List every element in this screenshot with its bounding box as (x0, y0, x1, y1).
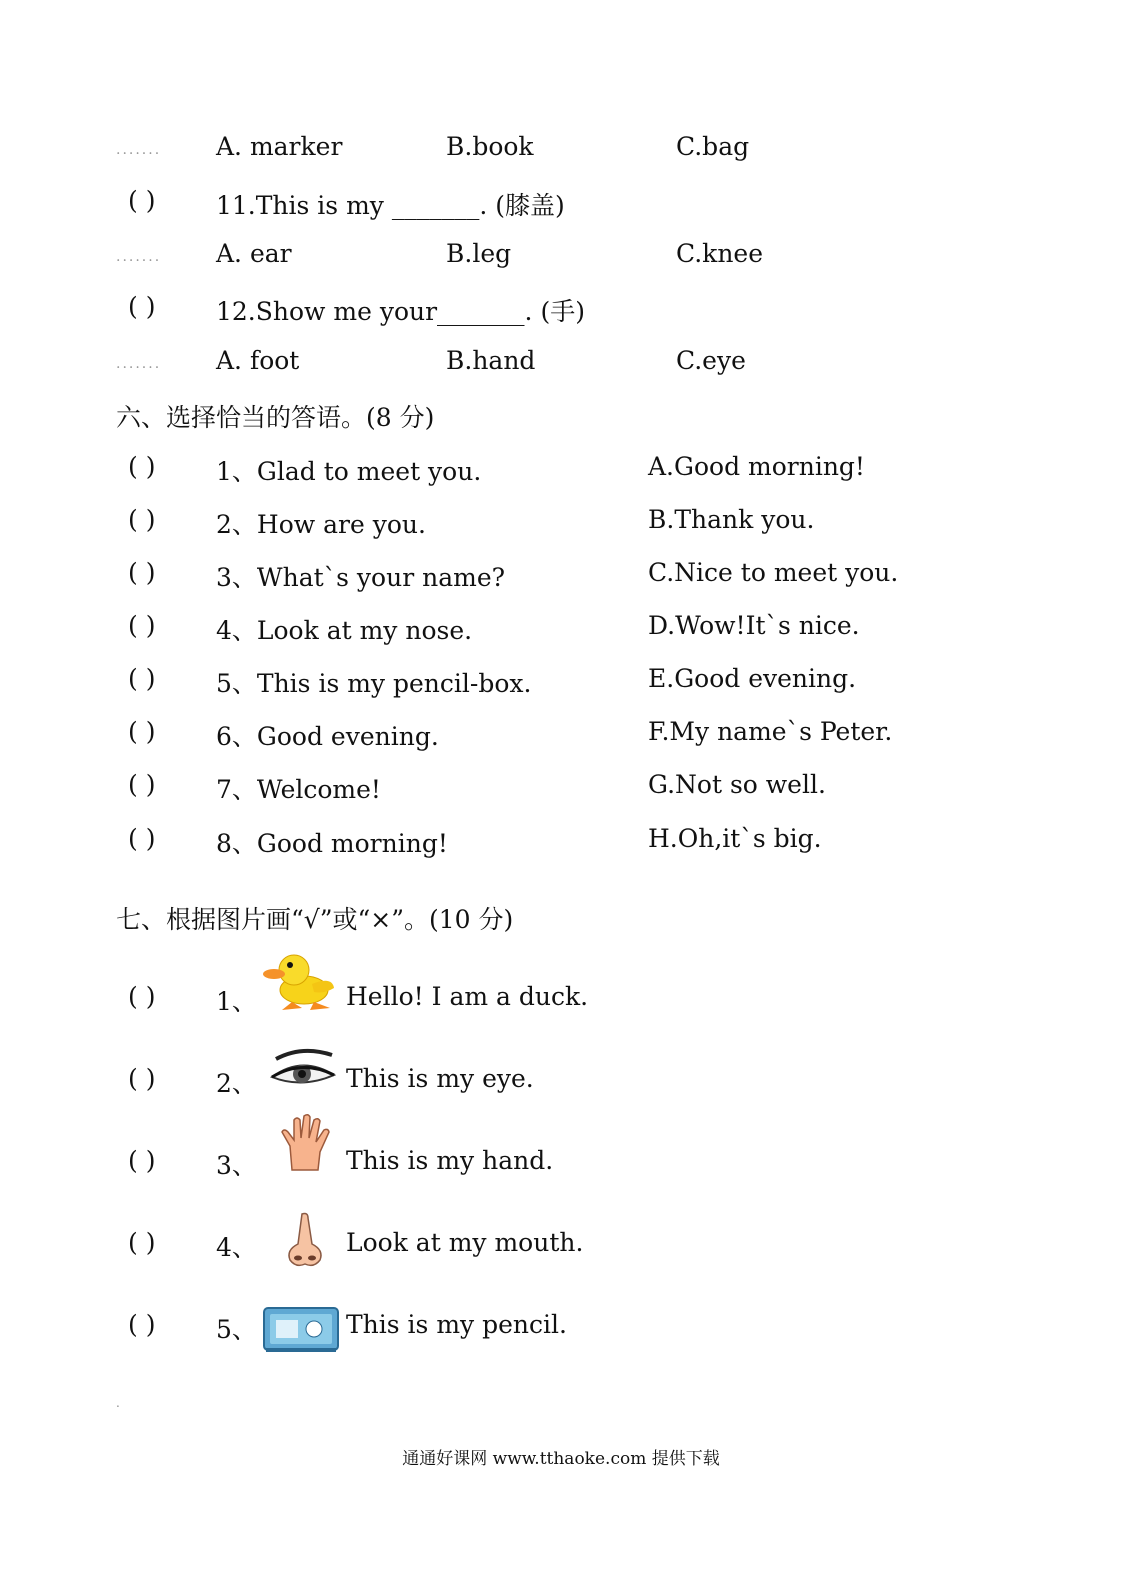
pencil-box-picture (262, 1302, 340, 1356)
q11-option-b: B.leg (446, 239, 512, 268)
s7-number: 5、 (216, 1315, 257, 1344)
s6-answer: E.Good evening. (648, 664, 857, 693)
answer-paren[interactable]: ( ) (128, 717, 156, 746)
q10-option-b: B.book (446, 132, 534, 161)
answer-paren[interactable]: ( ) (128, 824, 156, 853)
q12-text: 12.Show me your_______. (手) (216, 297, 585, 326)
answer-paren[interactable]: ( ) (128, 770, 156, 799)
s6-answer: C.Nice to meet you. (648, 558, 899, 587)
s6-answer: F.My name`s Peter. (648, 717, 893, 746)
answer-paren[interactable]: ( ) (128, 664, 156, 693)
s7-sentence: Hello! I am a duck. (346, 982, 589, 1011)
answer-paren[interactable]: ( ) (128, 452, 156, 481)
answer-paren[interactable]: ( ) (128, 1064, 156, 1093)
eye-picture (266, 1045, 338, 1093)
s7-sentence: This is my pencil. (346, 1310, 567, 1339)
s6-question: 6、Good evening. (216, 722, 439, 751)
stray-dot: . (116, 1396, 120, 1410)
answer-paren[interactable]: ( ) (128, 611, 156, 640)
answer-paren[interactable]: ( ) (128, 1146, 156, 1175)
leader-dots: ....... (116, 142, 162, 158)
hand-picture (278, 1112, 342, 1174)
s6-answer: D.Wow!It`s nice. (648, 611, 860, 640)
q10-option-c: C.bag (676, 132, 750, 161)
s6-answer: B.Thank you. (648, 505, 815, 534)
answer-paren[interactable]: ( ) (128, 558, 156, 587)
s7-number: 2、 (216, 1069, 257, 1098)
answer-paren[interactable]: ( ) (128, 186, 156, 215)
q11-option-a: A. ear (216, 239, 292, 268)
s6-question: 4、Look at my nose. (216, 616, 473, 645)
q12-option-a: A. foot (216, 346, 300, 375)
s6-question: 7、Welcome! (216, 775, 381, 804)
s6-question: 5、This is my pencil-box. (216, 669, 532, 698)
section7-title: 七、根据图片画“√”或“×”。(10 分) (116, 905, 514, 934)
q12-option-b: B.hand (446, 346, 536, 375)
duck-picture (262, 950, 338, 1012)
s6-question: 8、Good morning! (216, 829, 448, 858)
s7-sentence: This is my eye. (346, 1064, 534, 1093)
s7-sentence: This is my hand. (346, 1146, 554, 1175)
leader-dots: ....... (116, 249, 162, 265)
q11-option-c: C.knee (676, 239, 764, 268)
s6-answer: H.Oh,it`s big. (648, 824, 822, 853)
q10-option-a: A. marker (216, 132, 343, 161)
answer-paren[interactable]: ( ) (128, 1228, 156, 1257)
answer-paren[interactable]: ( ) (128, 1310, 156, 1339)
s6-answer: A.Good morning! (648, 452, 865, 481)
nose-picture (280, 1210, 330, 1272)
q11-text: 11.This is my _______. (膝盖) (216, 191, 565, 220)
s6-question: 3、What`s your name? (216, 563, 506, 592)
answer-paren[interactable]: ( ) (128, 982, 156, 1011)
q12-option-c: C.eye (676, 346, 746, 375)
section6-title: 六、选择恰当的答语。(8 分) (116, 403, 435, 432)
answer-paren[interactable]: ( ) (128, 292, 156, 321)
answer-paren[interactable]: ( ) (128, 505, 156, 534)
s6-question: 1、Glad to meet you. (216, 457, 482, 486)
s7-number: 4、 (216, 1233, 257, 1262)
s6-answer: G.Not so well. (648, 770, 826, 799)
page-footer: 通通好课网 www.tthaoke.com 提供下载 (402, 1449, 720, 1469)
leader-dots: ....... (116, 356, 162, 372)
s7-number: 1、 (216, 987, 257, 1016)
s6-question: 2、How are you. (216, 510, 426, 539)
s7-sentence: Look at my mouth. (346, 1228, 584, 1257)
s7-number: 3、 (216, 1151, 257, 1180)
